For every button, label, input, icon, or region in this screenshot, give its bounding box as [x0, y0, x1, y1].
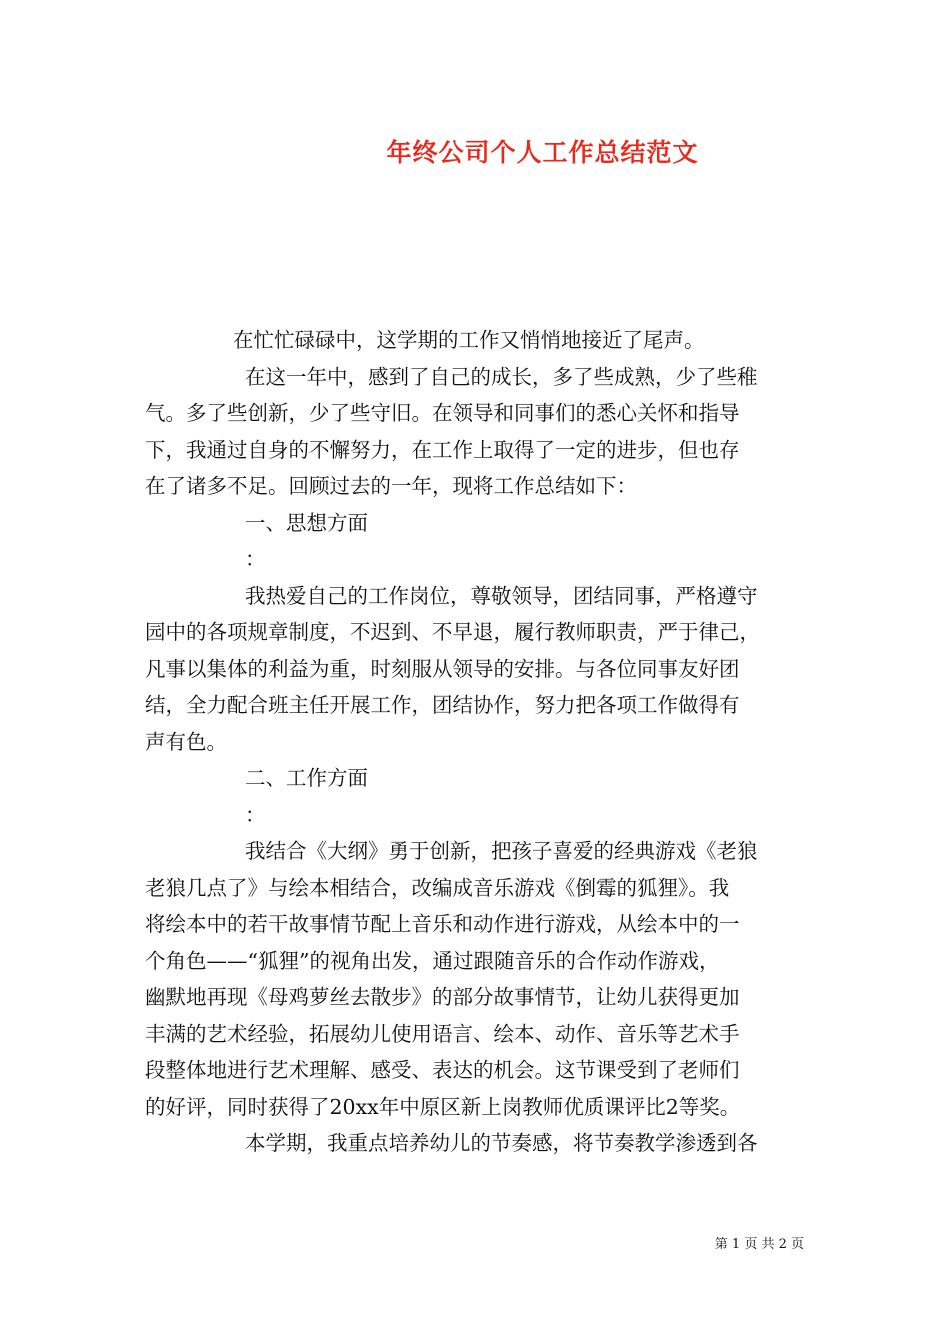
body-line: 气。多了些创新，少了些守旧。在领导和同事们的悉心关怀和指导: [145, 401, 740, 425]
body-line: 园中的各项规章制度，不迟到、不早退，履行教师职责，严于律己，: [145, 620, 760, 644]
body-line: 段整体地进行艺术理解、感受、表达的机会。这节课受到了老师们: [145, 1058, 740, 1082]
body-line: 将绘本中的若干故事情节配上音乐和动作进行游戏，从绘本中的一: [145, 912, 740, 936]
body-line: 声有色。: [145, 729, 227, 754]
section-heading-thought: 一、思想方面: [245, 510, 368, 535]
body-line: 个角色——“狐狸”的视角出发，通过跟随音乐的合作动作游戏，: [145, 948, 720, 973]
body-line: 我结合《大纲》勇于创新，把孩子喜爱的经典游戏《老狼: [245, 839, 758, 863]
section-colon: ：: [245, 802, 266, 827]
body-line: 下，我通过自身的不懈努力，在工作上取得了一定的进步，但也存: [145, 437, 740, 462]
document-title: 年终公司个人工作总结范文: [386, 138, 699, 167]
body-line: 结，全力配合班主任开展工作，团结协作，努力把各项工作做得有: [145, 693, 740, 717]
body-line: 本学期，我重点培养幼儿的节奏感，将节奏教学渗透到各: [245, 1131, 758, 1155]
section-heading-work: 二、工作方面: [245, 766, 368, 790]
section-colon: ：: [245, 547, 266, 571]
body-line: 在这一年中，感到了自己的成长，多了些成熟，少了些稚: [245, 364, 758, 389]
body-line: 的好评，同时获得了20xx年中原区新上岗教师优质课评比2等奖。: [145, 1094, 741, 1119]
body-line: 老狼几点了》与绘本相结合，改编成音乐游戏《倒霉的狐狸》。我: [145, 875, 730, 900]
body-line: 我热爱自己的工作岗位，尊敬领导，团结同事，严格遵守: [245, 583, 758, 608]
body-line: 在了诸多不足。回顾过去的一年，现将工作总结如下：: [145, 474, 637, 498]
body-line: 幽默地再现《母鸡萝丝去散步》的部分故事情节，让幼儿获得更加: [145, 985, 740, 1009]
page-number: 第 1 页 共 2 页: [714, 1237, 804, 1252]
document-body: [145, 322, 815, 1162]
body-line: 在忙忙碌碌中，这学期的工作又悄悄地接近了尾声。: [233, 328, 705, 352]
body-line: 凡事以集体的利益为重，时刻服从领导的安排。与各位同事友好团: [145, 656, 740, 681]
body-line: 丰满的艺术经验，拓展幼儿使用语言、绘本、动作、音乐等艺术手: [145, 1021, 740, 1046]
